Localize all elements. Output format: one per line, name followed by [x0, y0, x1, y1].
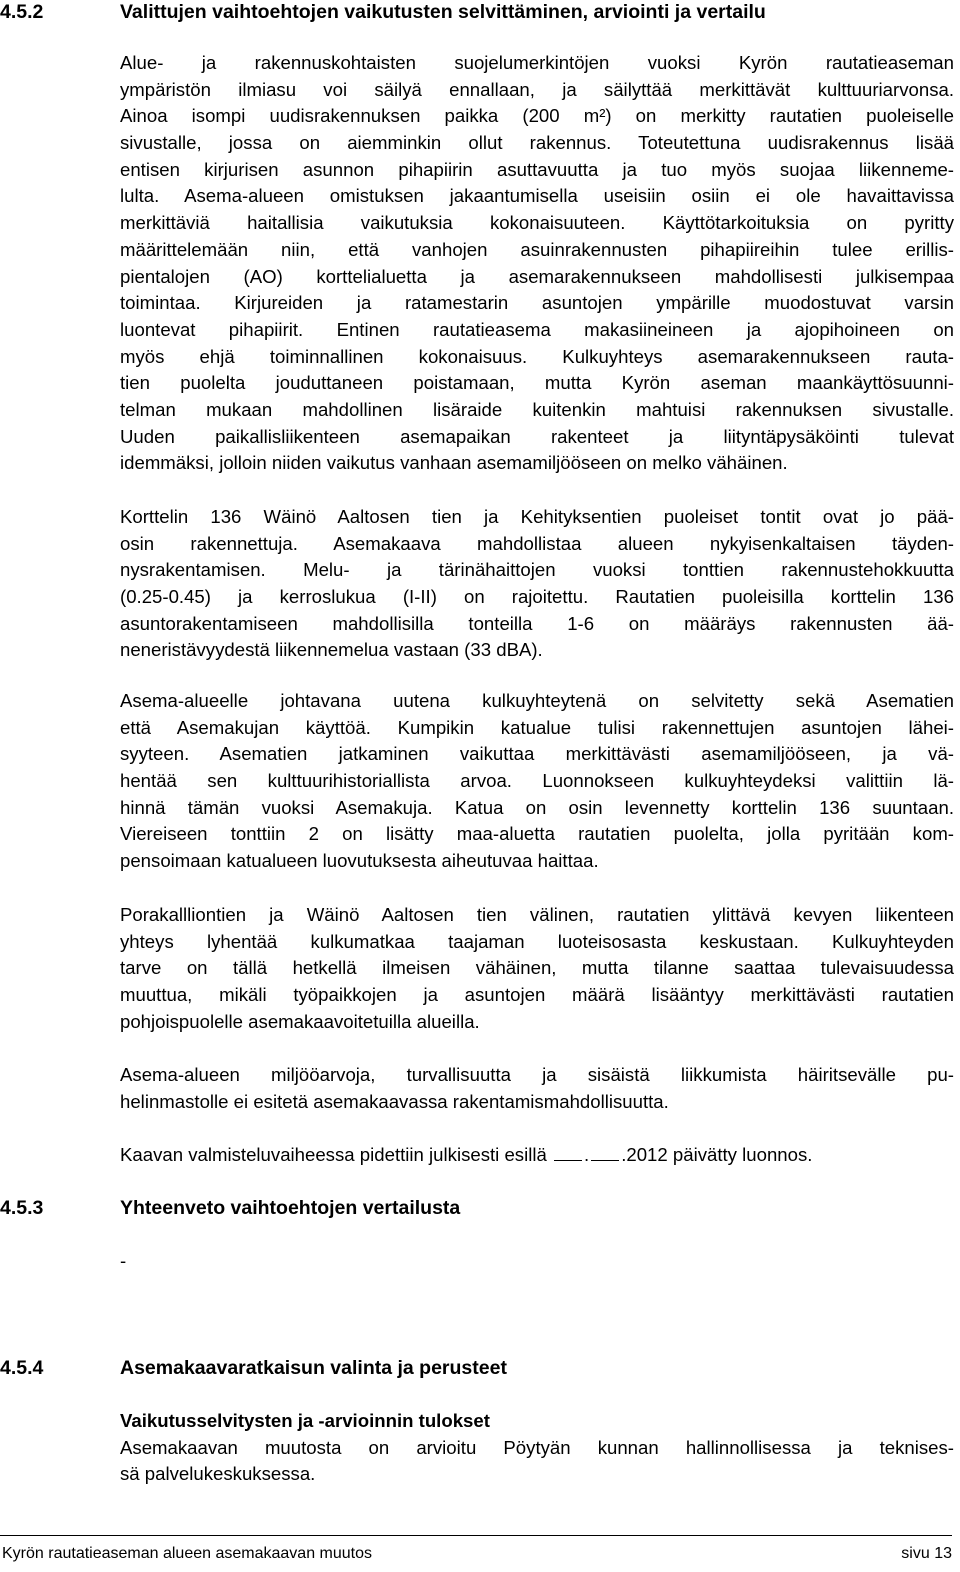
text-line: telman mukaan mahdollinen lisäraide kuitenkin mahtuisi rakennuksen sivustalle.: [120, 398, 954, 420]
text-line: osin rakennettuja. Asemakaava mahdollistaa alueen nykyisenkaltaisen täyden-: [120, 532, 954, 554]
text-line: [120, 1142, 954, 1169]
text-line: että Asemakujan käyttöä. Kumpikin katualue tulisi rakennettujen asuntojen lähei-: [120, 716, 954, 738]
text-line: tarve on tällä hetkellä ilmeisen vähäinen, mutta tilanne saattaa tulevaisuudessa: [120, 957, 954, 979]
section-title: Valittujen vaihtoehtojen vaikutusten selvittäminen, arviointi ja vertailu: [120, 1, 766, 23]
section-title: Yhteenveto vaihtoehtojen vertailusta: [120, 1197, 461, 1219]
text-line: Asema-alueelle johtavana uutena kulkuyhteytenä on selvitetty sekä Asematien: [120, 690, 954, 711]
text-line: ympäristön ilmiasu voi säilyä ennallaan, ja säilyttää merkittävät kulttuuriarvonsa.: [120, 78, 954, 100]
text-line: entisen kirjurisen asunnon pihapiirin asuttavuutta ja tuo myös suojaa liikenneme-: [120, 158, 954, 180]
publication-text: Kaavan valmisteluvaiheessa pidettiin julkisesti esillä: [120, 1144, 547, 1165]
text-line: myös ehjä toiminnallinen kokonaisuus. Kulkuyhteys asemarakennukseen rauta-: [120, 345, 954, 367]
text-line: sivustalle, jossa on aiemminkin ollut rakennus. Toteutettuna uudisrakennus lisää: [120, 132, 954, 154]
text-line: Korttelin 136 Wäinö Aaltosen tien ja Kehityksentien puoleiset tontit ovat jo pää-: [120, 506, 954, 527]
paragraph-1: [120, 50, 954, 477]
text-line: merkittäviä haitallisia vaikutuksia kokonaisuuteen. Käyttötarkoituksia on pyritty: [120, 212, 954, 234]
text-line: -: [120, 1250, 127, 1271]
section-number: 4.5.2: [0, 1, 44, 23]
text-line: lulta. Asema-alueen omistuksen jakaantumisella useisiin osiin ei ole havaittavissa: [120, 185, 954, 207]
text-line: toimintaa. Kirjureiden ja ratamestarin asuntojen ympärille muodostuvat varsin: [120, 292, 954, 314]
text-line: yhteys lyhentää kulkumatkaa taajaman luoteisosasta keskustaan. Kulkuyhteyden: [120, 930, 954, 952]
text-line: Alue- ja rakennuskohtaisten suojelumerkintöjen vuoksi Kyrön rautatieaseman: [120, 52, 954, 73]
date-month-blank: [591, 1142, 619, 1161]
text-line: sä palvelukeskuksessa.: [120, 1463, 316, 1485]
text-line: Asemakaavan muutosta on arvioitu Pöytyän kunnan hallinnollisessa ja teknises-: [120, 1436, 954, 1458]
text-line: (0.25-0.45) ja kerroslukua (I-II) on rajoitettu. Rautatien puoleisilla korttelin 136: [120, 586, 954, 608]
date-day-blank: [554, 1142, 582, 1161]
text-line: Porakallliontien ja Wäinö Aaltosen tien välinen, rautatien ylittävä kevyen liikenteen: [120, 904, 954, 925]
section-4-5-3-body: [120, 1248, 954, 1275]
section-title: Asemakaavaratkaisun valinta ja perusteet: [120, 1357, 507, 1379]
text-line: pohjoispuolelle asemakaavoitetuilla alueilla.: [120, 1010, 480, 1032]
text-line: muuttua, mikäli työpaikkojen ja asuntojen määrä lisääntyy merkittävästi rautatien: [120, 984, 954, 1006]
text-line: Uuden paikallisliikenteen asemapaikan rakenteet ja liityntäpysäköinti tulevat: [120, 425, 954, 447]
date-year-text: .2012 päivätty luonnos.: [621, 1144, 813, 1165]
footer-divider: [0, 1535, 952, 1536]
text-line: pientalojen (AO) korttelialuetta ja asemarakennukseen mahdollisesti julkisempaa: [120, 265, 954, 287]
text-line: hinnä tämän vuoksi Asemakuja. Katua on osin levennetty korttelin 136 suuntaan.: [120, 796, 954, 818]
text-line: asuntorakentamiseen mahdollisilla tonteilla 1-6 on määräys rakennusten ää-: [120, 612, 954, 634]
section-number: 4.5.4: [0, 1357, 44, 1379]
text-line: idemmäksi, jolloin niiden vaikutus vanhaan asemamiljööseen on melko vähäinen.: [120, 452, 788, 474]
text-line: Viereiseen tonttiin 2 on lisätty maa-aluetta rautatien puolelta, jolla pyritään kom-: [120, 823, 954, 845]
text-line: pensoimaan katualueen luovutuksesta aiheutuvaa haittaa.: [120, 850, 599, 872]
section-number: 4.5.3: [0, 1197, 44, 1219]
text-line: syyteen. Asematien jatkaminen vaikuttaa merkittävästi asemamiljööseen, ja vä-: [120, 743, 954, 765]
section-4-5-4-body: [120, 1408, 954, 1488]
footer-document-title: Kyrön rautatieaseman alueen asemakaavan muutos: [2, 1545, 372, 1562]
footer-page-number: sivu 13: [901, 1545, 952, 1562]
paragraph-3: [120, 688, 954, 875]
text-line: määrittelemään niin, että vanhojen asuinrakennusten pihapiireihin tulee erillis-: [120, 238, 954, 260]
text-line: helinmastolle ei esitetä asemakaavassa rakentamismahdollisuutta.: [120, 1090, 669, 1112]
paragraph-5: [120, 1062, 954, 1115]
text-line: neneristävyydestä liikennemelua vastaan (33 dBA).: [120, 639, 543, 661]
text-line: tien puolelta jouduttaneen poistamaan, mutta Kyrön aseman maankäyttösuunni-: [120, 372, 954, 394]
paragraph-4: [120, 902, 954, 1035]
date-separator: .: [584, 1144, 590, 1165]
paragraph-6: [120, 1142, 954, 1169]
text-line: hentää sen kulttuurihistoriallista arvoa. Luonnokseen kulkuyhteydeksi valittiin lä-: [120, 770, 954, 792]
paragraph-2: [120, 504, 954, 664]
text-line: luontevat pihapiirit. Entinen rautatieasema makasiineineen ja ajopihoineen on: [120, 318, 954, 340]
text-line: Asema-alueen miljööarvoja, turvallisuutta ja sisäistä liikkumista häiritsevälle pu-: [120, 1064, 954, 1085]
text-line: Ainoa isompi uudisrakennuksen paikka (200 m²) on merkitty rautatien puoleiselle: [120, 105, 954, 127]
text-line: nysrakentamisen. Melu- ja tärinähaittojen vuoksi tonttien rakennustehokkuutta: [120, 559, 954, 581]
subheading: Vaikutusselvitysten ja -arvioinnin tulokset: [120, 1410, 490, 1431]
